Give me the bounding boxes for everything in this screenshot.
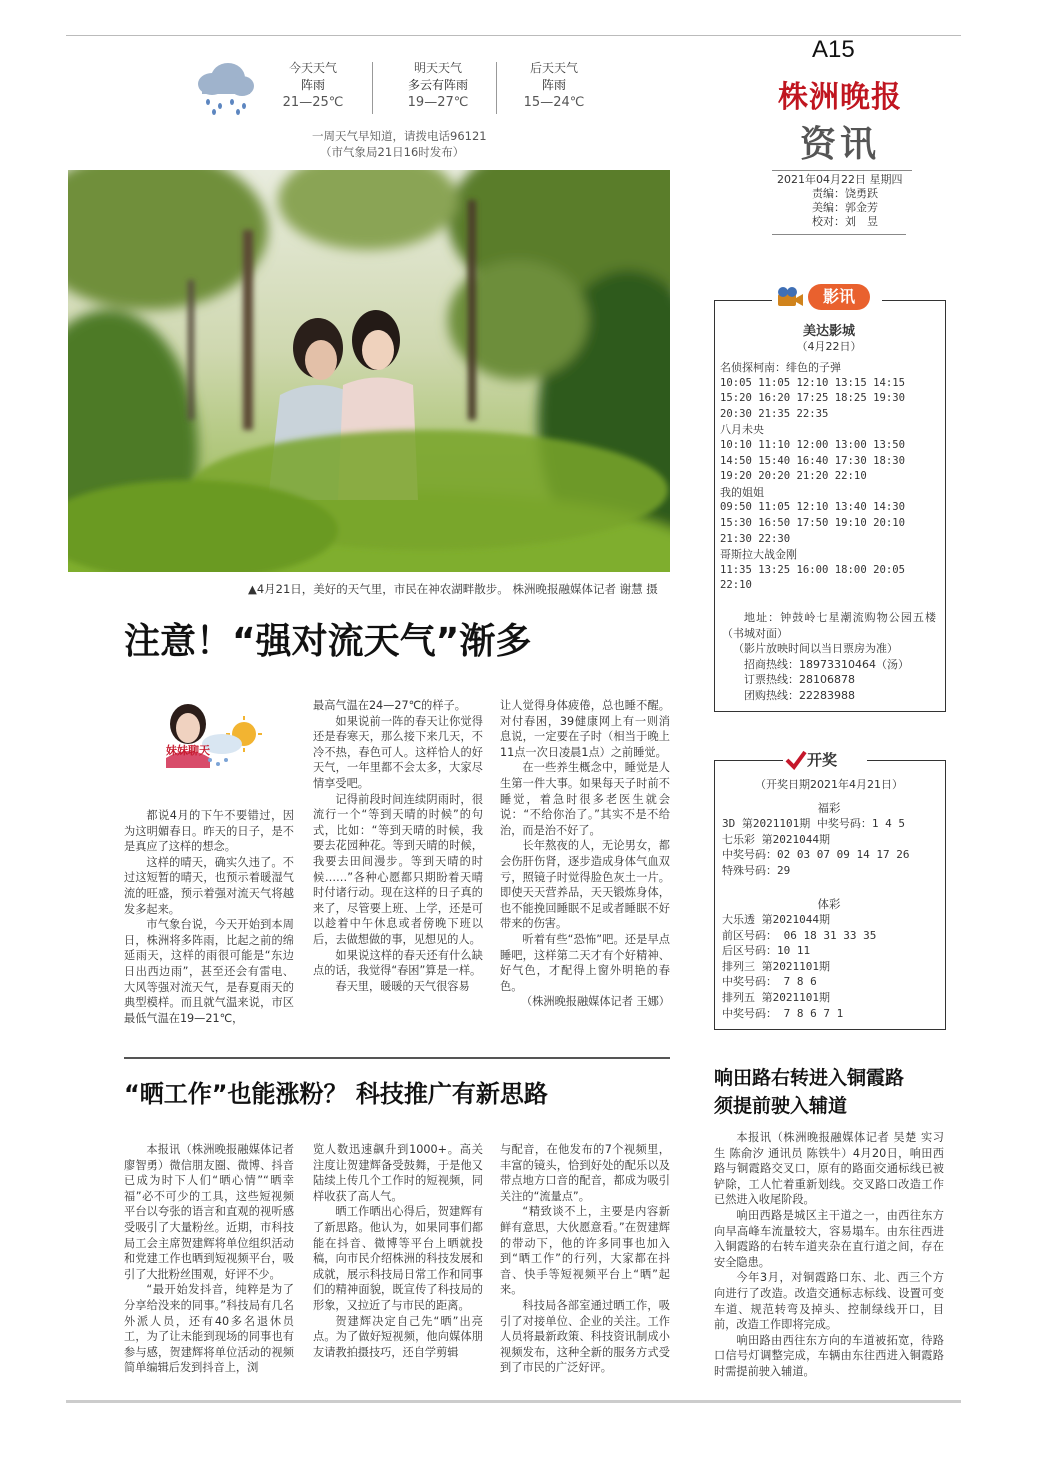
divider (772, 170, 912, 171)
paragraph: 这样的晴天，确实久违了。不过这短暂的晴天，也预示着暖湿气流的旺盛，预示着强对流天气将越发多起来。 (124, 855, 294, 916)
cinema-date: （4月22日） (796, 340, 862, 353)
columnist-badge (144, 698, 264, 780)
paragraph: 与配音，在他发布的7个视频里，丰富的镜头，恰到好处的配乐以及带点地方口音的配音，都成为吸引关注的“流量点”。 (500, 1143, 670, 1203)
weather-condition: 阵雨 (541, 78, 566, 92)
paragraph: 如果说这样的春天还有什么缺点的话，我觉得“春困”算是一样。 (313, 948, 483, 978)
photo-caption: ▲4月21日，美好的天气里，市民在神农湖畔散步。 株洲晚报融媒体记者 谢慧 摄 (248, 582, 658, 596)
paragraph: 贺建辉决定自己先“晒”出亮点。为了做好短视频，他向媒体朋友请教拍摄技巧，还自学剪辑 (313, 1314, 483, 1359)
fucai-title: 福彩 (817, 801, 841, 815)
proofreader: 校对：刘 昱 (812, 215, 878, 228)
ticai-results (722, 912, 938, 1021)
paragraph: 都说4月的下午不要错过，因为这明媚春日。昨天的日子，是不是真应了这样的想念。 (124, 809, 294, 854)
section-divider (124, 1057, 670, 1059)
showtimes: 10:05 11:05 12:10 13:15 14:15 (720, 376, 905, 389)
lottery-line: 中奖号码： 7 8 6 (722, 975, 817, 989)
article-headline: 注意！“强对流天气”渐多 (124, 621, 532, 662)
paragraph: 响田西路是城区主干道之一，由西往东方向早高峰车流量较大，容易塌车。由东往西进入铜霞路的右转车道夹杂在直行道之间，存在安全隐患。 (714, 1208, 944, 1269)
lottery-line: 前区号码： 06 18 31 33 35 (722, 928, 877, 942)
weather-tomorrow (378, 60, 498, 111)
cinema-info (722, 610, 936, 703)
showtimes: 15:20 16:20 17:25 18:25 19:30 (720, 392, 905, 405)
weather-hotline: 一周天气早知道，请拨电话96121 (312, 129, 487, 143)
showtimes: 10:10 11:10 12:00 13:00 13:50 (720, 438, 905, 451)
film-title: 名侦探柯南：绯色的子弹 (720, 361, 841, 374)
paragraph: 今年3月，对铜霞路口东、北、西三个方向进行了改造。改造交通标志标线、设置可变车道、规范转弯及掉头、控制绿线开口，目前，改造工作即将完成。 (714, 1271, 944, 1332)
ticai-title: 体彩 (817, 897, 841, 911)
article-headline (714, 1064, 904, 1120)
weather-label: 明天天气 (413, 61, 462, 75)
film-title: 哥斯拉大战金刚 (720, 548, 797, 562)
lottery-line: 大乐透 第2021044期 (722, 913, 830, 926)
showtime-list (720, 360, 940, 594)
designer: 美编：郭金芳 (812, 201, 878, 214)
news-photo (68, 170, 670, 572)
weather-icon (190, 56, 260, 116)
paragraph: “最开始发抖音，纯粹是为了分享给没来的同事。”科技局有几名外派人员，还有40多名退休员工，为了让未能到现场的同事也有参与感，贺建辉将单位活动的视频简单编辑后发到抖音上，浏 (124, 1283, 294, 1375)
weather-condition: 多云有阵雨 (407, 78, 468, 92)
lottery-date: （开奖日期2021年4月21日） (755, 778, 903, 791)
showtimes: 15:30 16:50 17:50 19:10 20:10 (720, 516, 905, 529)
weather-temp: 21—25℃ (282, 95, 344, 110)
showtimes: 19:20 20:20 21:20 22:10 (720, 470, 867, 483)
paragraph: 本报讯（株洲晚报融媒体记者 吴楚 实习生 陈俞汐 通讯员 陈铁牛）4月20日，响田西路与铜霞路交叉口，原有的路面交通标线已被铲除，工人忙着重新划线。交叉路口改造工作已然进入收尾阶段。 (714, 1131, 944, 1207)
lottery-line: 3D 第2021101期 中奖号码：1 4 5 (722, 817, 905, 830)
headline-line: 响田路右转进入铜霞路 (714, 1067, 905, 1089)
showtimes: 21:30 22:30 (720, 532, 791, 545)
paragraph: 览人数迅速飙升到1000+。高关注度让贺建辉备受鼓舞，于是他又陆续上传几个工作时的短视频，同样收获了高人气。 (313, 1143, 483, 1203)
page-number: A15 (812, 36, 855, 63)
hotline: 订票热线：28106878 (744, 673, 855, 686)
article-column (500, 1142, 670, 1376)
article-column (124, 1142, 294, 1376)
article-headline: “晒工作”也能涨粉？ 科技推广有新思路 (124, 1080, 548, 1108)
weather-day-after (494, 60, 614, 111)
lottery-line: 特殊号码：29 (722, 863, 791, 877)
editor: 责编：饶勇跃 (812, 187, 878, 200)
paragraph: 让人觉得身体疲倦，总也睡不醒。对付春困，39健康网上有一则消息说，一定要在子时（相当于晚上11点一次日凌晨1点）之前睡觉。 (500, 699, 670, 759)
divider (372, 62, 373, 114)
cinema-name: 美达影城 (802, 324, 855, 339)
weather-today (253, 60, 373, 111)
showtimes: 11:35 13:25 16:00 18:00 20:05 (720, 563, 905, 576)
section-title: 资讯 (800, 123, 881, 165)
article-column (124, 808, 294, 1026)
paragraph: 长年熬夜的人，无论男女，都会伤肝伤肾，逐步造成身体气血双亏，照镜子时觉得脸色灰土一片。即使天天营养品，天天锻炼身体，也不能挽回睡眠不足或者睡眠不好带来的伤害。 (500, 839, 670, 931)
paragraph: 最高气温在24—27℃的样子。 (313, 699, 466, 712)
bottom-rule (66, 1400, 961, 1403)
brand-logo: 株洲晚报 (778, 80, 902, 115)
check-icon (785, 750, 807, 770)
article-column (714, 1130, 944, 1380)
showtimes: 20:30 21:35 22:35 (720, 407, 829, 420)
film-title: 八月未央 (720, 423, 764, 437)
paragraph: 本报讯（株洲晚报融媒体记者 廖智勇）微信朋友圈、微博、抖音已成为时下人们“晒心情”“晒幸福”必不可少的工具，这些短视频平台以夸张的语言和直观的视听感受吸引了大量粉丝。近期，市科技局工会主席贺建辉将单位组织活动和党建工作也晒到短视频平台，吸引了大批粉丝围观，好评不少。 (124, 1143, 294, 1281)
divider (772, 234, 906, 235)
weather-source: （市气象局21日16时发布） (320, 145, 465, 159)
cinema-note: （影片放映时间以当日票房为准） (733, 642, 898, 655)
showtimes: 09:50 11:05 12:10 13:40 14:30 (720, 501, 905, 514)
lottery-badge-label: 开奖 (807, 751, 838, 769)
cinema-badge (772, 282, 882, 312)
projector-icon (776, 286, 804, 308)
paragraph: 在一些养生概念中，睡觉是人生第一件大事。如果每天子时前不睡觉，着急时很多老医生就会说：“不给你治了。”其实不是不给治，而是治不好了。 (500, 761, 670, 837)
article-column (313, 698, 483, 994)
lottery-line: 中奖号码：02 03 07 09 14 17 26 (722, 848, 910, 862)
cinema-badge-label: 影讯 (808, 284, 870, 310)
lottery-line: 七乐彩 第2021044期 (722, 832, 830, 846)
article-column (500, 698, 670, 1010)
headline-line: 须提前驶入辅道 (714, 1095, 848, 1117)
weather-temp: 15—24℃ (523, 95, 585, 110)
showtimes: 22:10 (720, 579, 752, 592)
article-byline: （株洲晚报融媒体记者 王娜） (521, 995, 670, 1009)
showtimes: 14:50 15:40 16:40 17:30 18:30 (720, 454, 905, 467)
paragraph: 市气象台说，今天开始到本周日，株洲将多阵雨，比起之前的绵延雨天，这样的雨很可能是“东边日出西边雨”，甚至还会有雷电、大风等强对流天气，是春夏雨天的典型模样。而且就气温来说，市区最低气温在19—21℃， (124, 918, 294, 1025)
weather-label: 今天天气 (288, 61, 337, 75)
paragraph: “精致谈不上，主要是内容新鲜有意思，大伙愿意看。”在贺建辉的带动下，他的许多同事也加入到“晒工作”的行列，大家都在抖音、快手等短视频平台上“晒”起来。 (500, 1205, 670, 1297)
paragraph: 响田路由西往东方向的车道被拓宽，待路口信号灯调整完成，车辆由东往西进入铜霞路时需提前驶入辅道。 (714, 1333, 944, 1378)
issue-date: 2021年04月22日 星期四 (777, 173, 903, 186)
film-title: 我的姐姐 (720, 485, 764, 499)
paragraph: 如果说前一阵的春天让你觉得还是春寒天，那么接下来几天，不冷不热，春色可人。这样恰人的好天气，一年里都不会太多，大家尽情享受吧。 (313, 714, 483, 790)
lottery-line: 排列五 第2021101期 (722, 990, 830, 1004)
paragraph: 记得前段时间连续阴雨时，很流行一个“等到天晴的时候”的句式，比如：“等到天晴的时候，我要去花园种花。等到天晴的时候，我要去田间漫步。等到天晴的时候……”各种心愿都只期盼着天晴时付诸行动。现在这样的日子真的来了，尽管要上班、上学，还是可以趁着中午休息或者傍晚下班以后，去做想做的事，见想见的人。 (313, 792, 483, 946)
weather-label: 后天天气 (529, 61, 578, 75)
lottery-line: 后区号码：10 11 (722, 944, 811, 958)
paragraph: 听着有些“恐怖”吧。还是早点睡吧，这样第二天才有个好精神、好气色，才配得上窗外明艳的春色。 (500, 932, 670, 993)
paragraph: 晒工作晒出心得后，贺建辉有了新思路。他认为，如果同事们都能在抖音、微博等平台上晒就投稿，向市民介绍株洲的科技发展和成就，展示科技局日常工作和同事们的精神面貌，既宣传了科技局的形象，又拉近了与市民的距离。 (313, 1205, 483, 1312)
fucai-results (722, 816, 938, 878)
lottery-line: 排列三 第2021101期 (722, 959, 830, 973)
article-column (313, 1142, 483, 1360)
cinema-address: 地址：钟鼓岭七星潮流购物公园五楼（书城对面） (722, 611, 936, 640)
weather-temp: 19—27℃ (407, 95, 469, 110)
lottery-badge (783, 748, 867, 772)
hotline: 招商热线：18973310464（汤） (744, 657, 909, 671)
hotline: 团购热线：22283988 (744, 688, 855, 702)
paragraph: 科技局各部室通过晒工作，吸引了对接单位、企业的关注。工作人员将最新政策、科技资讯制成小视频发布，这种全新的服务方式受到了市民的广泛好评。 (500, 1298, 670, 1375)
columnist-badge-label: 妹妹聊天 (166, 744, 210, 757)
weather-condition: 阵雨 (300, 78, 325, 92)
lottery-line: 中奖号码： 7 8 6 7 1 (722, 1006, 844, 1020)
paragraph: 春天里，暖暖的天气很容易 (335, 979, 470, 993)
